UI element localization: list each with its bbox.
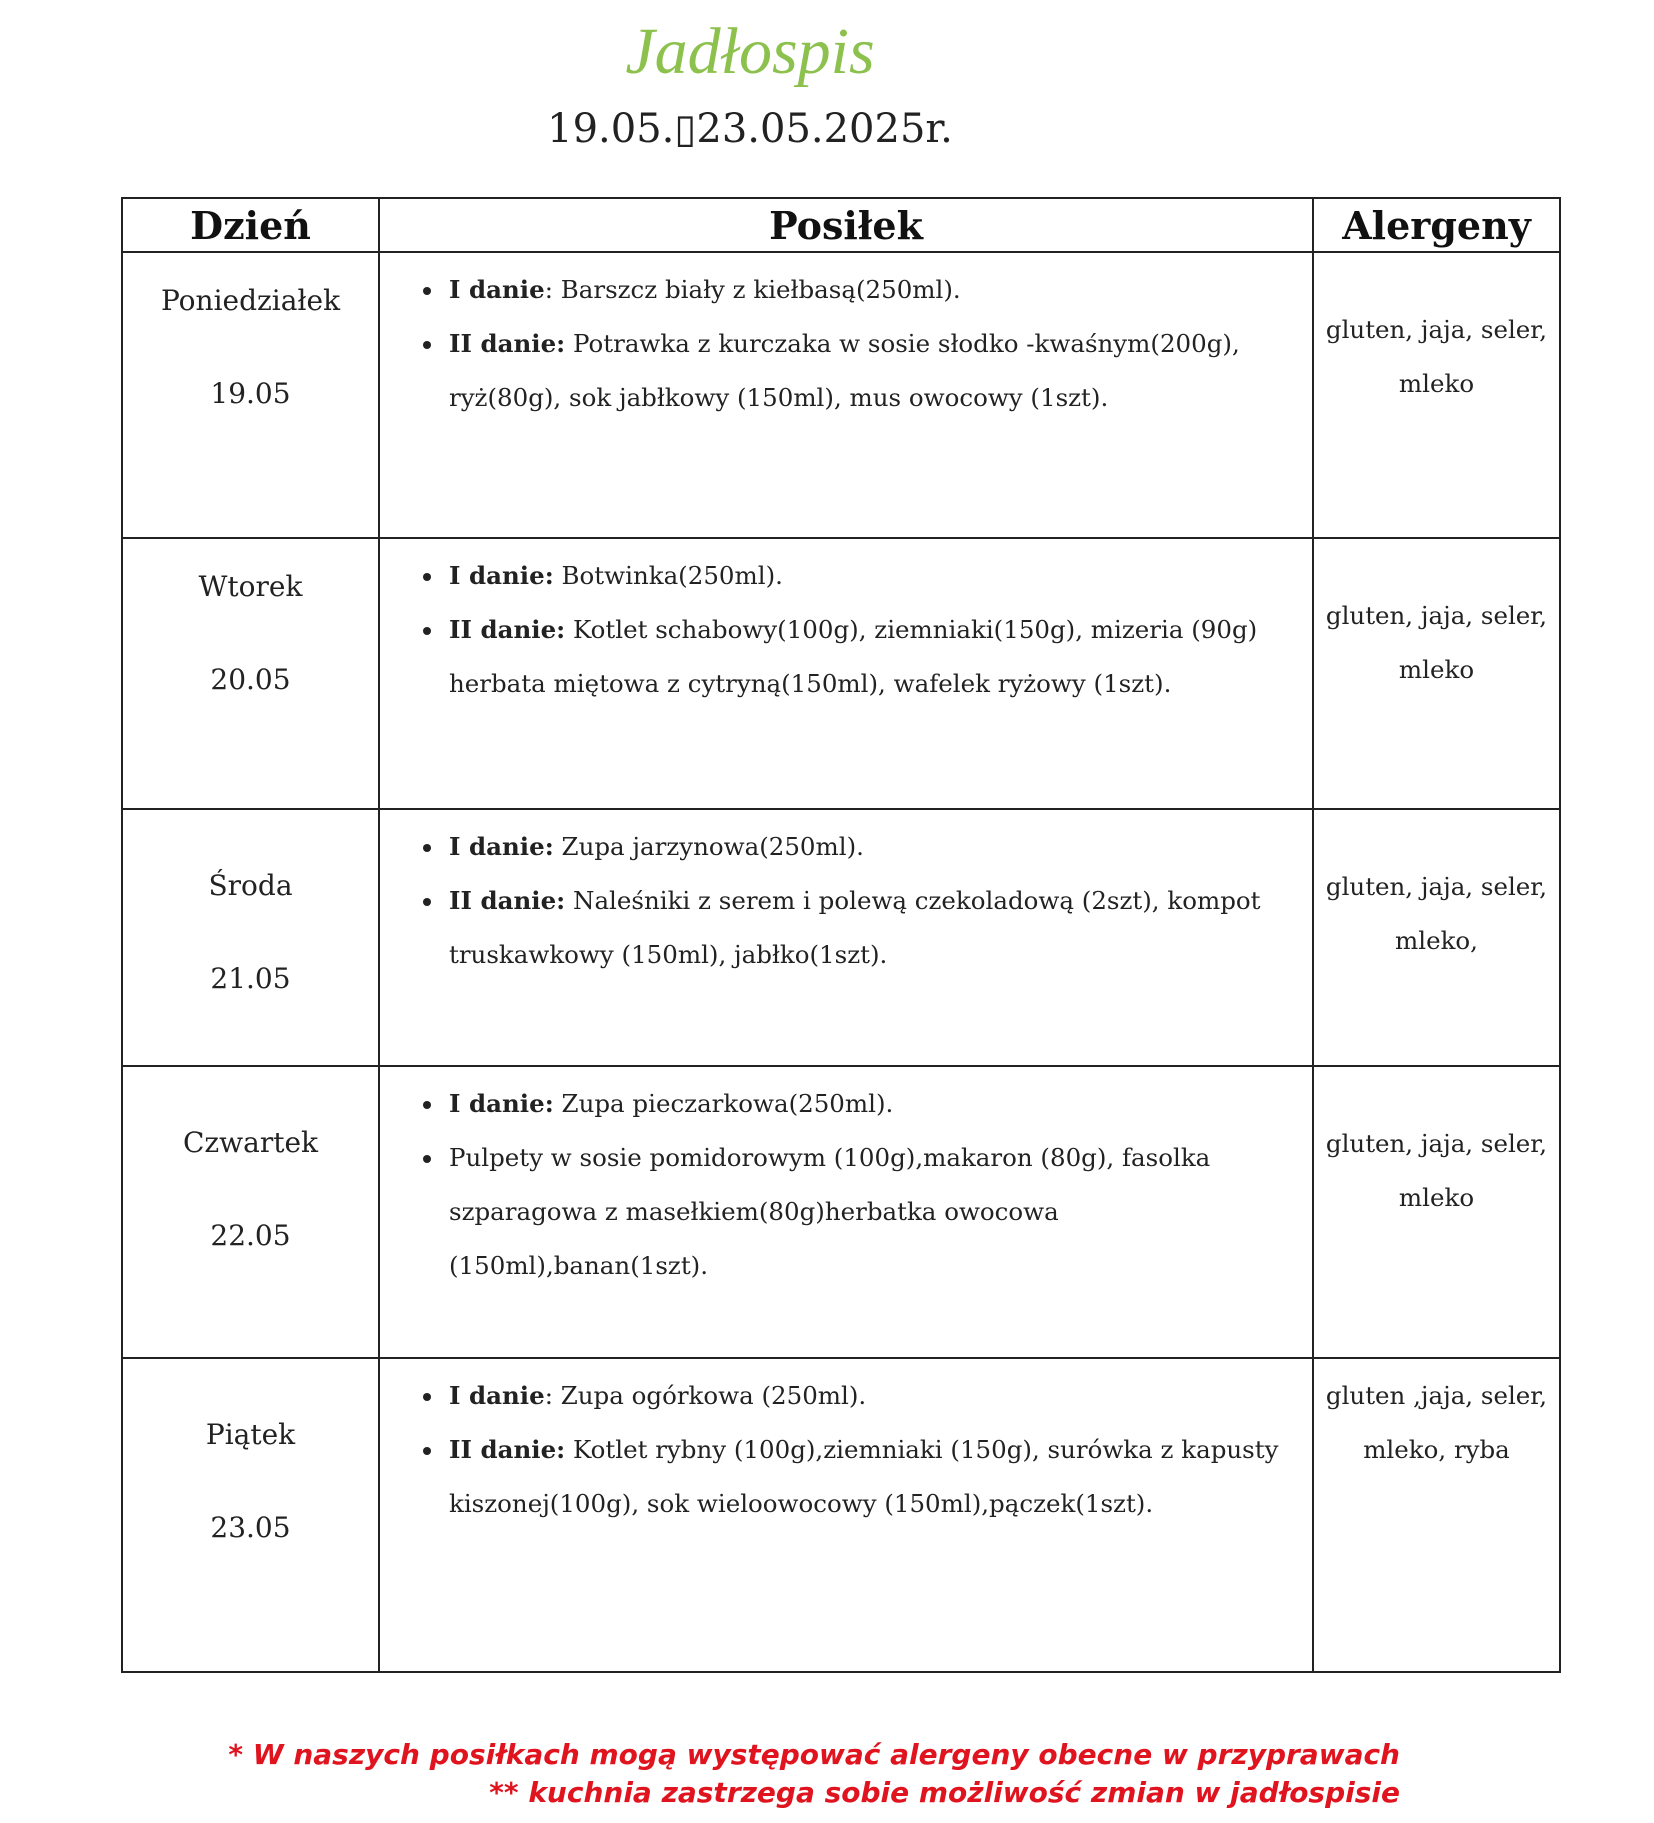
- dish-label-sep: [565, 329, 573, 358]
- menu-table: [121, 197, 1561, 1673]
- meal-list: [400, 263, 1296, 425]
- list-item: [445, 603, 1296, 711]
- day-cell: [122, 538, 379, 809]
- dish-text: Potrawka z kurczaka w sosie słodko -kwaśnym(200g), ryż(80g), sok jabłkowy (150ml), mus owocowy (1szt).: [449, 329, 1240, 412]
- table-row: [122, 538, 1560, 809]
- allergens-cell: gluten, jaja, seler, mleko,: [1313, 809, 1560, 1066]
- footer-change-note: ** kuchnia zastrzega sobie możliwość zmian w jadłospisie: [489, 1776, 1400, 1809]
- dish-text: Zupa pieczarkowa(250ml).: [561, 1089, 894, 1118]
- day-cell: [122, 1358, 379, 1672]
- dish-label: I danie: [449, 1381, 545, 1410]
- list-item: [445, 317, 1296, 425]
- dish-label-sep: [554, 832, 562, 861]
- column-header-meal: Posiłek: [379, 198, 1313, 252]
- day-name: Piątek: [205, 1418, 296, 1451]
- dish-label: II danie:: [449, 329, 566, 358]
- dish-label-sep: [565, 615, 573, 644]
- list-item: [445, 1131, 1296, 1293]
- day-name: Czwartek: [182, 1126, 318, 1159]
- menu-date-range: 19.05.▯23.05.2025r.: [547, 106, 953, 152]
- footer-allergen-note: * W naszych posiłkach mogą występować alergeny obecne w przyprawach: [228, 1738, 1400, 1771]
- dish-text: Naleśniki z serem i polewą czekoladową (2szt), kompot truskawkowy (150ml), jabłko(1szt).: [449, 886, 1261, 969]
- list-item: [445, 263, 1296, 317]
- day-name: Wtorek: [198, 570, 303, 603]
- dish-label-sep: [554, 1089, 562, 1118]
- dish-text: Zupa jarzynowa(250ml).: [561, 832, 864, 861]
- meal-cell: [379, 538, 1313, 809]
- table-row: [122, 1358, 1560, 1672]
- dish-label-sep: [565, 1435, 573, 1464]
- list-item: [445, 1423, 1296, 1531]
- dish-label: I danie:: [449, 561, 554, 590]
- meal-list: [400, 820, 1296, 982]
- dish-label: I danie: [449, 275, 545, 304]
- day-date: 21.05: [210, 962, 291, 995]
- table-row: [122, 809, 1560, 1066]
- list-item: [445, 1077, 1296, 1131]
- dish-text: Botwinka(250ml).: [561, 561, 783, 590]
- column-header-allergens: Alergeny: [1313, 198, 1560, 252]
- allergens-cell: gluten, jaja, seler, mleko: [1313, 538, 1560, 809]
- table-row: [122, 1066, 1560, 1358]
- allergens-cell: gluten, jaja, seler, mleko: [1313, 1066, 1560, 1358]
- dish-label: I danie:: [449, 832, 554, 861]
- day-date: 20.05: [210, 663, 291, 696]
- dish-text: Pulpety w sosie pomidorowym (100g),makaron (80g), fasolka szparagowa z masełkiem(80g)herbatka owocowa (150ml),banan(1szt).: [449, 1143, 1211, 1280]
- dish-label: II danie:: [449, 615, 566, 644]
- dish-text: Kotlet schabowy(100g), ziemniaki(150g), mizeria (90g) herbata miętowa z cytryną(150ml), wafelek ryżowy (1szt).: [449, 615, 1258, 698]
- meal-list: [400, 549, 1296, 711]
- meal-cell: [379, 1358, 1313, 1672]
- table-row: [122, 252, 1560, 538]
- day-name: Poniedziałek: [160, 284, 341, 317]
- allergens-cell: gluten, jaja, seler, mleko: [1313, 252, 1560, 538]
- dish-label: II danie:: [449, 886, 566, 915]
- menu-title: Jadłospis: [625, 15, 875, 88]
- list-item: [445, 820, 1296, 874]
- dish-label-sep: :: [544, 275, 561, 304]
- day-date: 23.05: [210, 1511, 291, 1544]
- dish-label: II danie:: [449, 1435, 566, 1464]
- day-cell: [122, 809, 379, 1066]
- day-cell: [122, 1066, 379, 1358]
- day-date: 19.05: [210, 377, 291, 410]
- meal-cell: [379, 252, 1313, 538]
- dish-label-sep: [565, 886, 573, 915]
- dish-label-sep: :: [544, 1381, 561, 1410]
- list-item: [445, 874, 1296, 982]
- day-name: Środa: [208, 869, 293, 902]
- list-item: [445, 549, 1296, 603]
- dish-text: Barszcz biały z kiełbasą(250ml).: [560, 275, 961, 304]
- meal-list: [400, 1369, 1296, 1531]
- dish-label: I danie:: [449, 1089, 554, 1118]
- meal-cell: [379, 809, 1313, 1066]
- meal-cell: [379, 1066, 1313, 1358]
- column-header-day: Dzień: [122, 198, 379, 252]
- day-date: 22.05: [210, 1219, 291, 1252]
- table-header-row: [122, 198, 1560, 252]
- list-item: [445, 1369, 1296, 1423]
- day-cell: [122, 252, 379, 538]
- dish-text: Kotlet rybny (100g),ziemniaki (150g), surówka z kapusty kiszonej(100g), sok wieloowocowy (150ml),pączek(1szt).: [449, 1435, 1279, 1518]
- dish-label-sep: [554, 561, 562, 590]
- dish-text: Zupa ogórkowa (250ml).: [560, 1381, 867, 1410]
- allergens-cell: gluten ,jaja, seler, mleko, ryba: [1313, 1358, 1560, 1672]
- meal-list: [400, 1077, 1296, 1293]
